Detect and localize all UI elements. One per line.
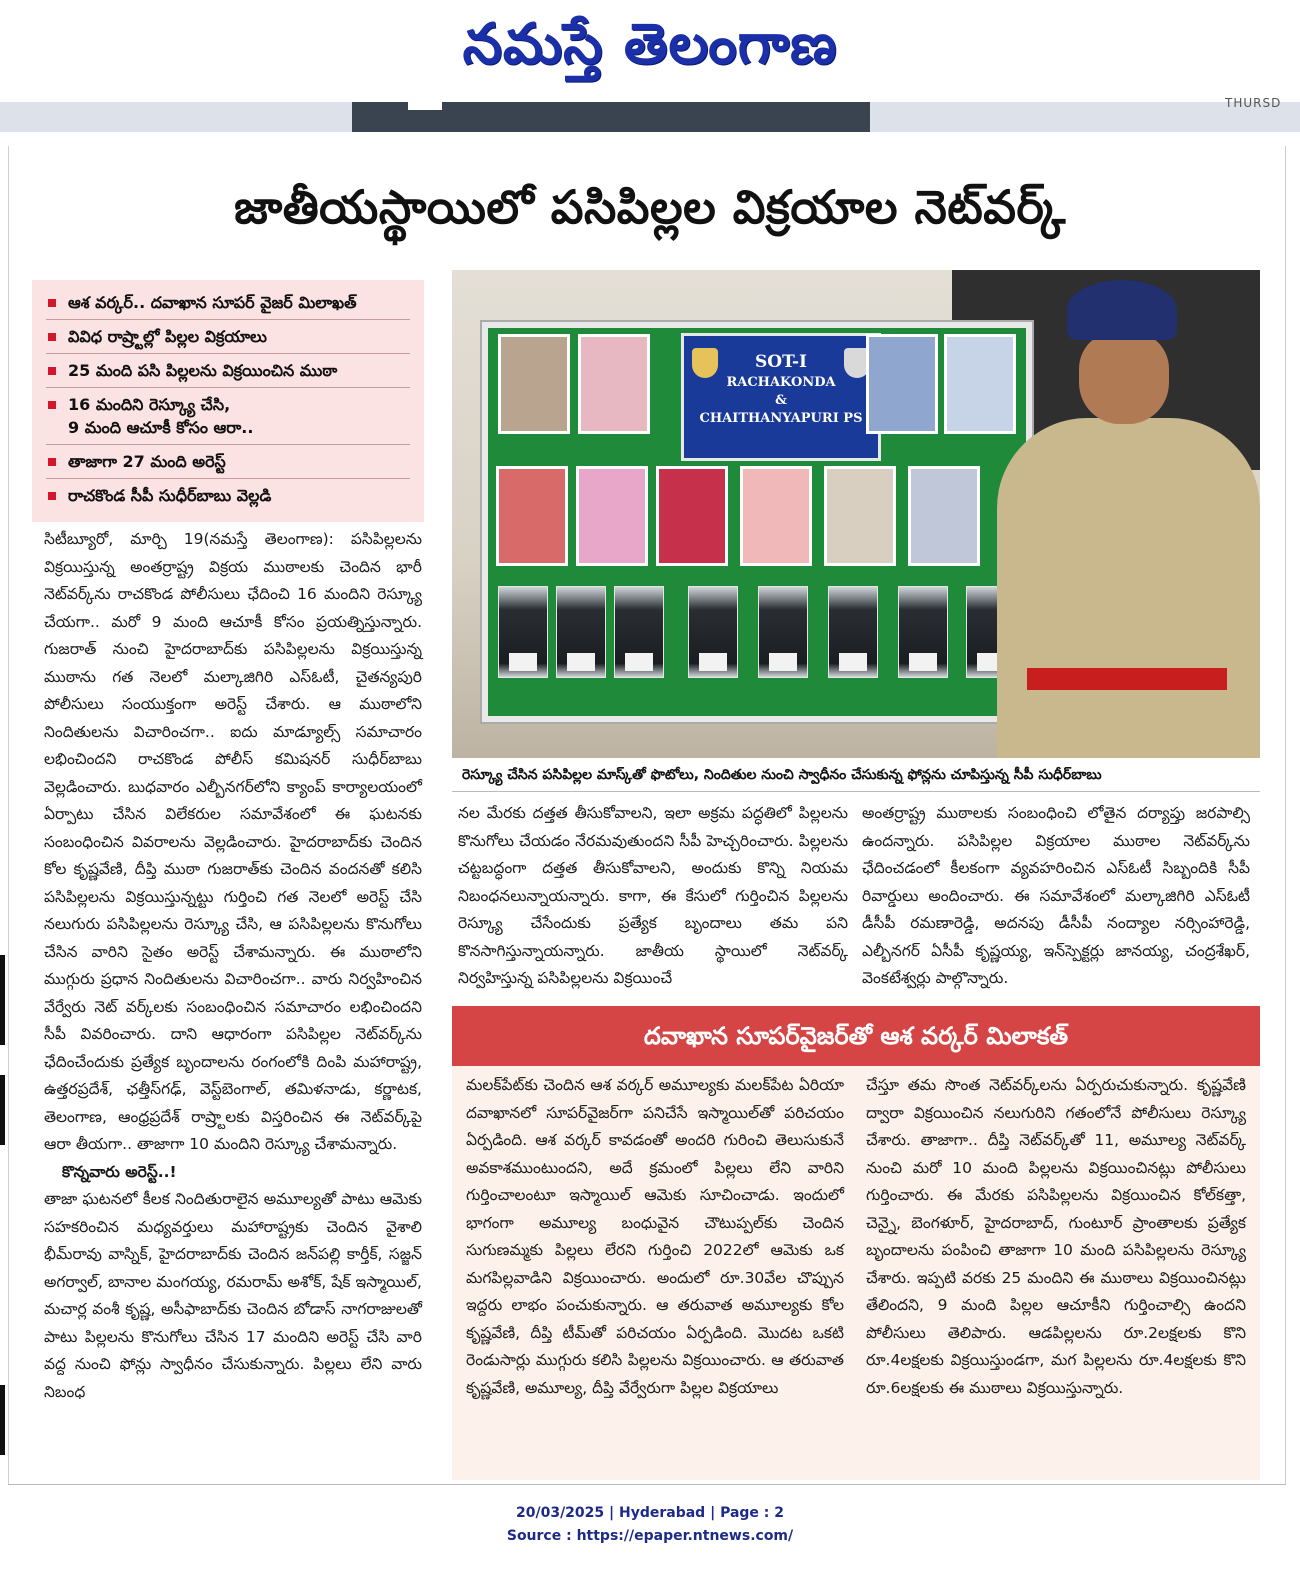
sidebox-column-right xyxy=(866,1072,1246,1402)
bullet-square-icon xyxy=(48,458,56,466)
masthead xyxy=(0,0,1300,100)
highlight-item: 16 మందిని రెస్క్యూ చేసి, 9 మంది ఆచూకీ కోసం ఆరా.. xyxy=(46,388,410,445)
article-column-1 xyxy=(44,526,422,1406)
bullet-square-icon xyxy=(48,492,56,500)
baby-photo xyxy=(740,466,812,566)
left-margin-marks xyxy=(0,955,6,1455)
highlight-item: వివిధ రాష్ర్టాల్లో పిల్లల విక్రయాలు xyxy=(46,320,410,354)
baby-photo xyxy=(656,466,728,566)
highlights-box xyxy=(32,280,424,522)
bullet-square-icon xyxy=(48,401,56,409)
source-link[interactable]: Source : https://epaper.ntnews.com/ xyxy=(506,1528,794,1544)
article-headline: జాతీయస్థాయిలో పసిపిల్లల విక్రయాల నెట్‌వర్క్ xyxy=(234,180,1066,234)
day-fragment: THURSD xyxy=(1225,96,1282,110)
phone-evidence-bag xyxy=(614,586,664,678)
phone-evidence-bag xyxy=(758,586,808,678)
article-paragraph: తాజా ఘటనలో కీలక నిందితురాలైన అమూల్యతో పాటు ఆమెకు సహకరించిన మధ్యవర్తులు మహారాష్ట్రకు చెందిన వైశాలి భీమ్‌రావు వాస్నిక్, హైదరాబాద్‌కు చెందిన జన్‌పల్లి కార్తీక్, సజ్జన్ అగర్వాల్, బానాల మంగయ్య, రమరామ్ అశోక్, షేక్ ఇస్మాయిల్, మచార్ల వంశీ కృష్ణ, అసీఫాబాద్‌కు చెందిన బోడాస్ నాగరాజులతో పాటు పిల్లలను కొనుగోలు చేసిన 17 మందిని అరెస్ట్ చేసి వారి వద్ద నుంచి ఫోన్లు స్వాధీనం చేసుకున్నారు. పిల్లలు లేని వారు నిబంధ xyxy=(44,1190,422,1401)
baby-photo xyxy=(866,334,938,434)
police-officer xyxy=(997,270,1260,758)
phone-evidence-bag xyxy=(556,586,606,678)
bullet-square-icon xyxy=(48,367,56,375)
bullet-square-icon xyxy=(48,333,56,341)
highlight-item: రాచకొండ సీపీ సుధీర్‌బాబు వెల్లడి xyxy=(46,479,410,512)
bullet-square-icon xyxy=(48,299,56,307)
page-footer xyxy=(0,1502,1300,1548)
article-column-3 xyxy=(862,800,1250,993)
header-strip-mark xyxy=(408,100,442,110)
phone-evidence-bag xyxy=(828,586,878,678)
baby-photo xyxy=(496,466,568,566)
newspaper-logo: నమస్తే తెలంగాణ xyxy=(462,12,838,77)
article-paragraph: సిటీబ్యూరో, మార్చి 19(నమస్తే తెలంగాణ): పసిపిల్లలను విక్రయిస్తున్న అంతర్రాష్ట్ర విక్రయ ముఠాలకు చెందిన భారీ నెట్‌వర్క్‌ను రాచకొండ పోలీసులు ఛేదించి 16 మందిని రెస్క్యూ చేయగా.. మరో 9 మంది ఆచూకీ కోసం ప్రయత్నిస్తున్నారు. గుజరాత్ నుంచి హైదరాబాద్‌కు పసిపిల్లలను విక్రయిస్తున్న ముఠాను గత నెలలో మల్కాజిగిరి ఎస్‌ఓటీ, చైతన్యపురి పోలీసులు సంయుక్తంగా అరెస్ట్ చేశారు. ఆ ముఠాలోని నిందితులను విచారించగా.. ఐదు మాడ్యూల్స్ సమాచారం లభించిందని రాచకొండ పోలీస్ కమిషనర్ సుధీర్‌బాబు వెల్లడించారు. బుధవారం ఎల్బీనగర్‌లోని క్యాంప్ కార్యాలయంలో ఏర్పాటు చేసిన విలేకరుల సమావేశంలో ఈ ఘటనకు సంబంధించిన వివరాలను వెల్లడించారు. హైదరాబాద్‌కు చెందిన కోల కృష్ణవేణి, దీప్తి ముఠా గుజరాత్‌కు చెందిన వందనతో కలిసి పసిపిల్లలను విక్రయిస్తున్నట్టు గుర్తించి గత నెలలో అరెస్ట్ చేసి నలుగురు పసిపిల్లలను రెస్క్యూ చేసి, ఆ పసిపిల్లలను కొనుగోలు చేసిన వారిని సైతం అరెస్ట్ చేశామన్నారు. ఈ ముఠాలోని ముగ్గురు ప్రధాన నిందితులను విచారించగా.. వారు నిర్వహించిన వేర్వేరు నెట్ వర్క్‌లకు సంబంధించిన సమాచారం లభించిందని సీపీ వివరించారు. దాని ఆధారంగా పసిపిల్లల నెట్‌వర్క్‌ను ఛేదించేందుకు ప్రత్యేక బృందాలను రంగంలోకి దింపి మహారాష్ట్ర, ఉత్తరప్రదేశ్, ఛత్తీస్‌గఢ్, వెస్ట్‌బెంగాల్, తమిళనాడు, కర్ణాటక, తెలంగాణ, ఆంధ్రప్రదేశ్ రాష్ర్టాలకు విస్తరించిన ఈ నెట్‌వర్క్‌పై ఆరా తీయగా.. తాజాగా 10 మందిని రెస్క్యూ చేశామన్నారు. xyxy=(44,530,422,1153)
baby-photo xyxy=(498,334,570,434)
subheading: కొన్నవారు అరెస్ట్..! xyxy=(62,1162,177,1181)
article-column-2 xyxy=(458,800,848,993)
highlight-item: 25 మంది పసి పిల్లలను విక్రయించిన ముఠా xyxy=(46,354,410,388)
board-title-panel: SOT-I RACHAKONDA & CHAITHANYAPURI PS xyxy=(681,333,881,461)
sidebox-column-left xyxy=(466,1072,844,1402)
edition-info: 20/03/2025 | Hyderabad | Page : 2 xyxy=(515,1505,785,1521)
phone-evidence-bag xyxy=(498,586,548,678)
article-paragraph: మలక్‌పేట్‌కు చెందిన ఆశ వర్కర్ అమూల్యకు మలక్‌పేట ఏరియా దవాఖానలో సూపర్‌వైజర్‌గా పనిచేసే ఇస్మాయిల్‌తో పరిచయం ఏర్పడింది. ఆశ వర్కర్ కావడంతో అందరి గురించి తెలుసుకునే అవకాశముంటుందని, అదే క్రమంలో పిల్లలు లేని వారిని గుర్తించాలంటూ ఇస్మాయిల్ ఆమెకు సూచించాడు. ఇందులో భాగంగా అమూల్య బంధువైన చౌటుప్పల్‌కు చెందిన సుగుణమ్మకు పిల్లలు లేరని గుర్తించి 2022లో ఆమెకు ఒక మగపిల్లవాడిని విక్రయించారు. అందులో రూ.30వేల చొప్పున ఇద్దరు లాభం పంచుకున్నారు. ఆ తరువాత అమూల్యకు కోల కృష్ణవేణి, దీప్తి టీమ్‌తో పరిచయం ఏర్పడింది. మొదట ఒకటి రెండుసార్లు ముగ్గురు కలిసి పిల్లలను విక్రయించారు. ఆ తరువాత కృష్ణవేణి, అమూల్య, దీప్తి వేర్వేరుగా పిల్లల విక్రయాలు xyxy=(466,1076,844,1397)
baby-photo xyxy=(908,466,980,566)
highlight-item: తాజాగా 27 మంది అరెస్ట్ xyxy=(46,445,410,479)
police-badge-icon xyxy=(692,348,718,378)
baby-photo xyxy=(824,466,896,566)
phone-evidence-bag xyxy=(688,586,738,678)
article-paragraph: నల మేరకు దత్తత తీసుకోవాలని, ఇలా అక్రమ పద్ధతిలో పిల్లలను కొనుగోలు చేయడం నేరమవుతుందని సీపీ హెచ్చరించారు. పిల్లలను చట్టబద్ధంగా దత్తత తీసుకోవాలని, అందుకు కొన్ని నియమ నిబంధనలున్నాయన్నారు. కాగా, ఈ కేసులో గుర్తించిన పిల్లలను రెస్క్యూ చేసేందుకు ప్రత్యేక బృందాలు తమ పని కొనసాగిస్తున్నాయన్నారు. జాతీయ స్థాయిలో నెట్‌వర్క్ నిర్వహిస్తున్న పసిపిల్లలను విక్రయించే xyxy=(458,804,848,987)
article-paragraph: చేస్తూ తమ సొంత నెట్‌వర్క్‌లను ఏర్పరుచుకున్నారు. కృష్ణవేణి ద్వారా విక్రయించిన నలుగురిని గతంలోనే పోలీసులు రెస్క్యూ చేశారు. తాజాగా.. దీప్తి నెట్‌వర్క్‌తో 11, అమూల్య నెట్‌వర్క్ నుంచి మరో 10 మంది పిల్లలను విక్రయించినట్లు పోలీసులు గుర్తించారు. ఈ మేరకు పసిపిల్లలను విక్రయించిన కోల్‌కత్తా, చెన్నై, బెంగళూర్, హైదరాబాద్, గుంటూర్ ప్రాంతాలకు ప్రత్యేక బృందాలను పంపించి తాజాగా 10 మంది పసిపిల్లలను రెస్క్యూ చేశారు. ఇప్పటి వరకు 25 మందిని ఈ ముఠాలు విక్రయించినట్లు తేలిందని, 9 మంది పిల్లల ఆచూకీని గుర్తించాల్సి ఉందని పోలీసులు తెలిపారు. ఆడపిల్లలను రూ.2లక్షలకు కొని రూ.4లక్షలకు విక్రయిస్తుండగా, మగ పిల్లలను రూ.4లక్షలకు కొని రూ.6లక్షలకు ఈ ముఠాలు విక్రయిస్తున్నారు. xyxy=(866,1076,1246,1397)
baby-photo xyxy=(578,334,650,434)
baby-photo xyxy=(576,466,648,566)
news-photo xyxy=(452,270,1260,758)
article-paragraph: అంతర్రాష్ట్ర ముఠాలకు సంబంధించి లోతైన దర్యాప్తు జరపాల్సి ఉందన్నారు. పసిపిల్లల విక్రయాల ముఠాల నెట్‌వర్క్‌ను ఛేదించడంలో కీలకంగా వ్యవహరించిన ఎస్‌ఓటీ సిబ్బందికి సీపీ రివార్డులు అందించారు. ఈ సమావేశంలో మల్కాజిగిరి ఎస్‌ఓటీ డీసీపీ రమణారెడ్డి, అదనపు డీసీపీ నంద్యాల నర్సింహారెడ్డి, ఎల్బీనగర్ ఏసీపీ కృష్ణయ్య, ఇన్‌స్పెక్టర్లు జానయ్య, చంద్రశేఖర్, వెంకటేశ్వర్లు పాల్గొన్నారు. xyxy=(862,804,1250,987)
highlight-item: ఆశ వర్కర్.. దవాఖాన సూపర్ వైజర్ మిలాఖత్ xyxy=(46,286,410,320)
sidebox-title: దవాఖాన సూపర్‌వైజర్‌తో ఆశ వర్కర్ మిలాకత్ xyxy=(452,1006,1260,1066)
display-board xyxy=(482,322,1032,722)
phone-evidence-bag xyxy=(898,586,948,678)
photo-caption: రెస్క్యూ చేసిన పసిపిల్లల మాస్క్‌తో ఫొటోలు, నిందితుల నుంచి స్వాధీనం చేసుకున్న ఫోన్లను చూపిస్తున్న సీపీ సుధీర్‌బాబు xyxy=(452,758,1260,792)
bottom-divider xyxy=(8,1484,1286,1485)
